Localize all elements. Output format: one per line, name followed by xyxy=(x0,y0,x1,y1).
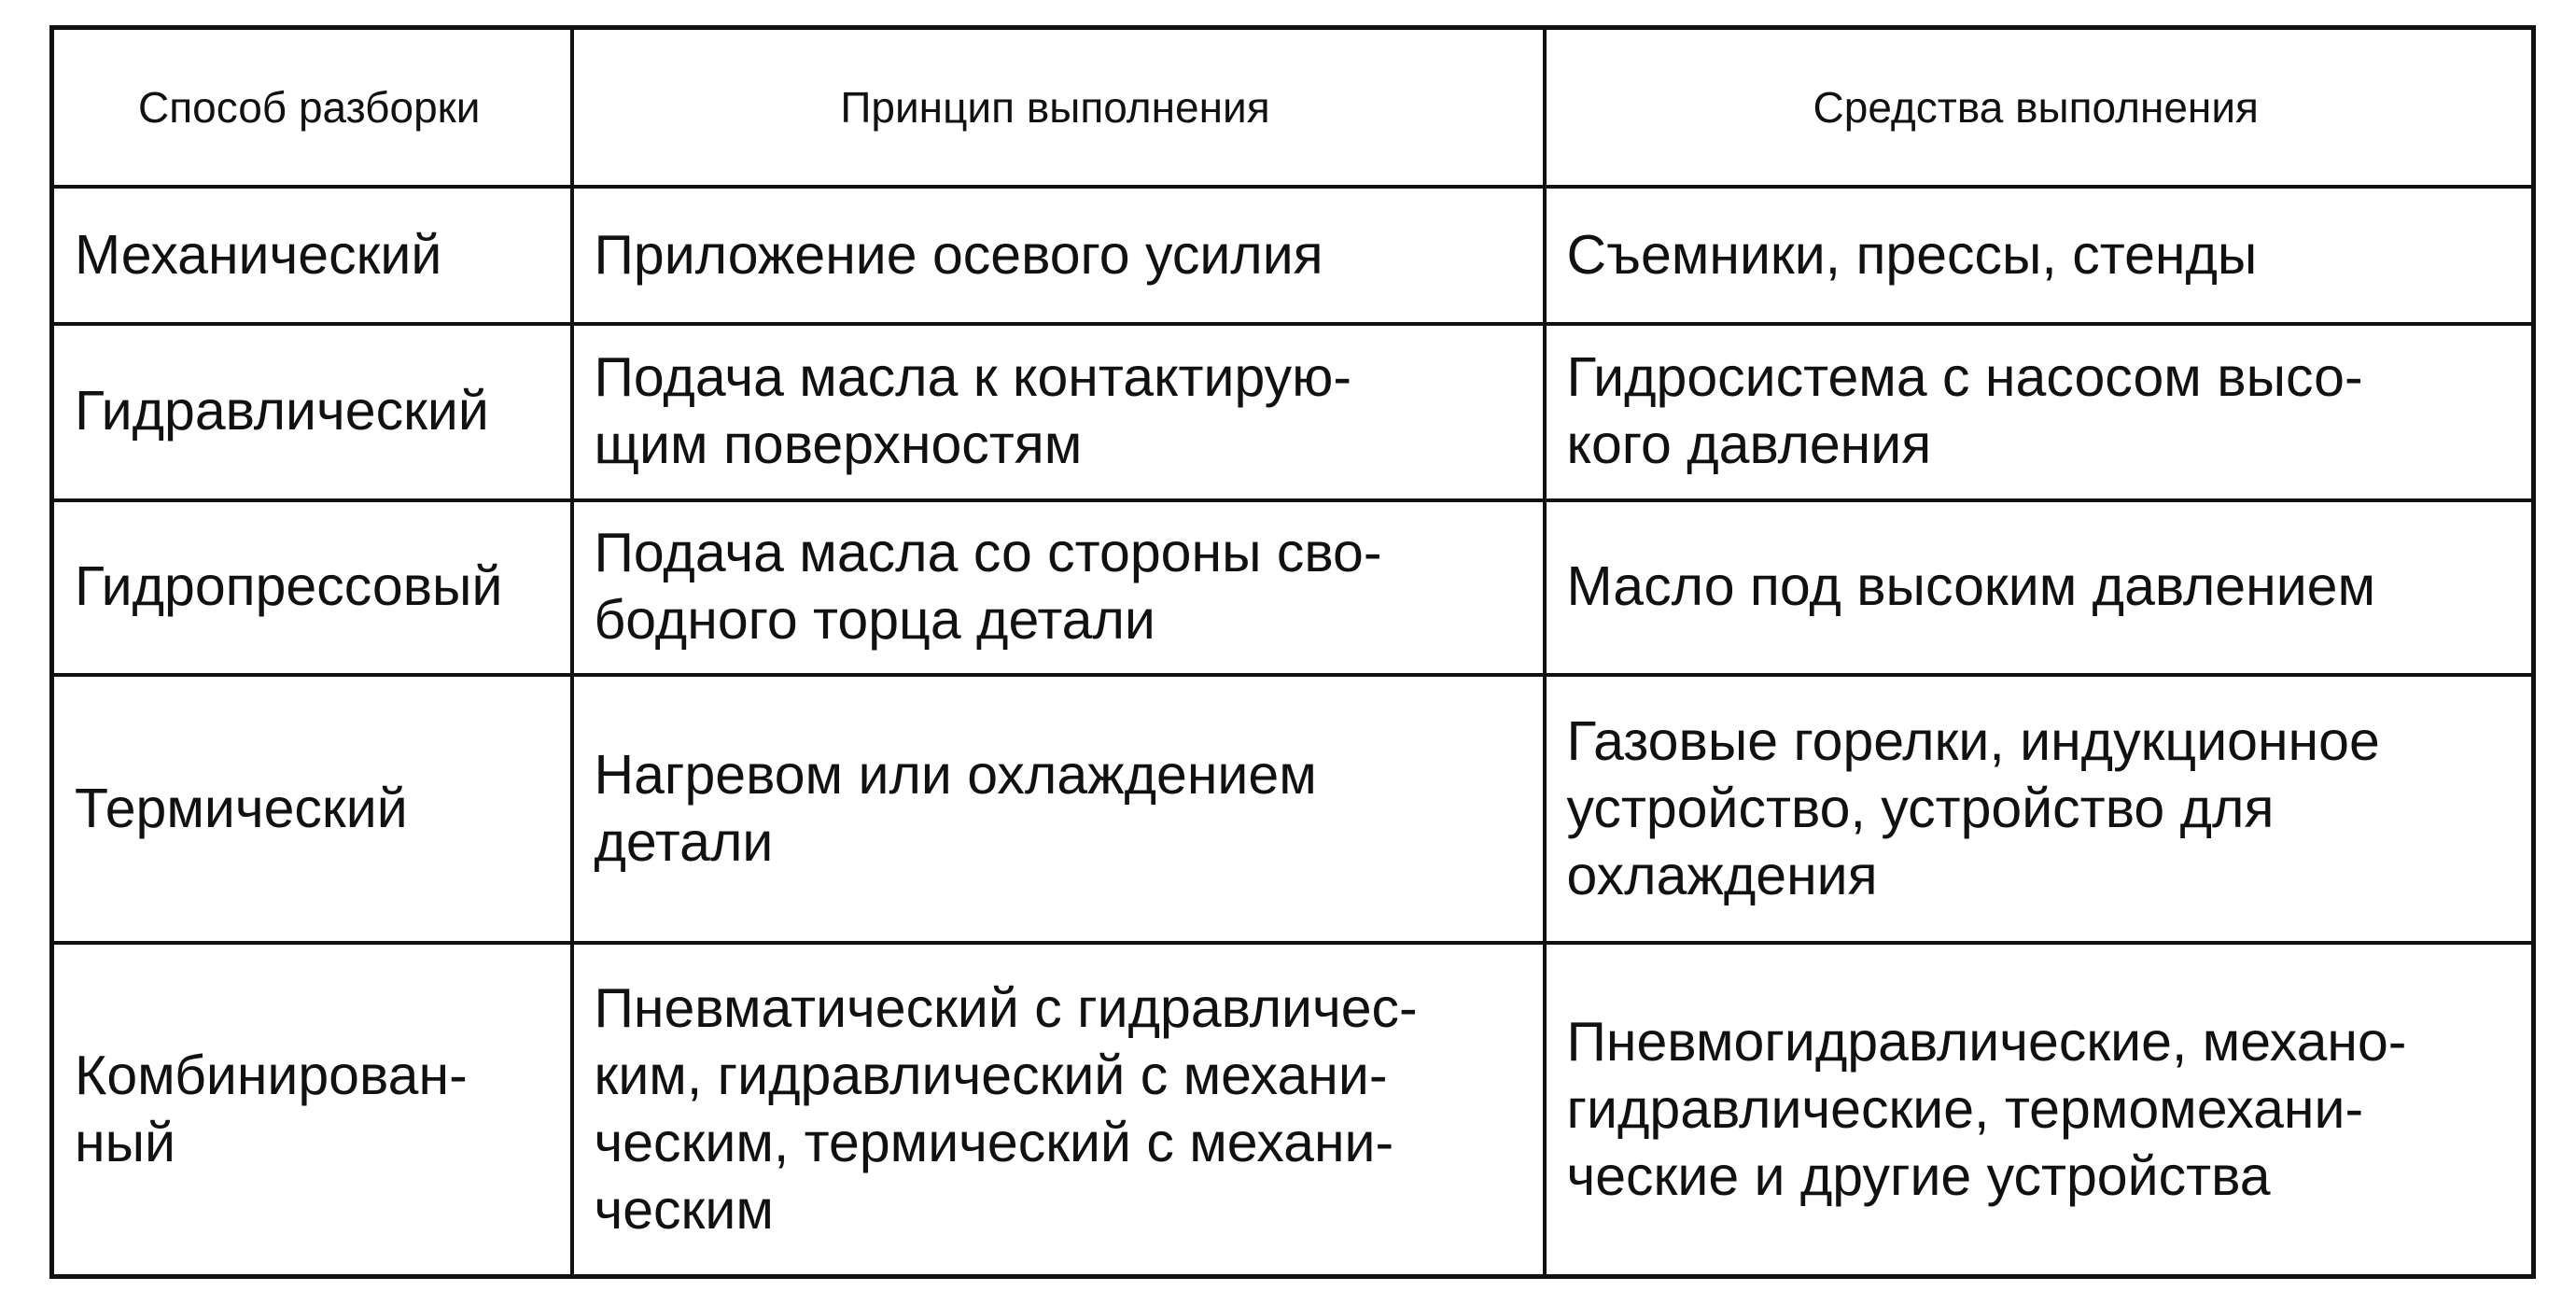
means-cell xyxy=(1545,324,2534,499)
principle-text: Приложение осевого усилия xyxy=(594,223,1323,286)
means-cell xyxy=(1545,675,2534,943)
header-means: Средства выполнения xyxy=(1545,28,2534,188)
disassembly-methods-table xyxy=(49,25,2536,1279)
header-principle: Принцип выполнения xyxy=(572,28,1545,188)
principle-cell xyxy=(572,675,1545,943)
table-row xyxy=(52,675,2534,943)
means-text: Гидросистема с насосом высо- кого давления xyxy=(1566,346,2363,476)
method-cell xyxy=(52,324,572,499)
table-header-row xyxy=(52,28,2534,188)
method-cell xyxy=(52,675,572,943)
principle-text: Пневматический с гидравличес- ким, гидравлический с механи- ческим, термический с механи- ческим xyxy=(594,976,1418,1241)
method-cell xyxy=(52,500,572,675)
header-method: Способ разборки xyxy=(52,28,572,188)
principle-cell xyxy=(572,500,1545,675)
method-cell xyxy=(52,943,572,1276)
method-text: Гидравлический xyxy=(75,380,489,442)
table-row xyxy=(52,187,2534,324)
principle-cell xyxy=(572,187,1545,324)
principle-cell xyxy=(572,943,1545,1276)
means-text: Масло под высоким давлением xyxy=(1566,555,2376,618)
method-text: Механический xyxy=(75,223,442,286)
principle-text: Нагревом или охлаждением детали xyxy=(594,743,1317,873)
method-text: Термический xyxy=(75,777,408,839)
means-cell xyxy=(1545,943,2534,1276)
means-cell xyxy=(1545,500,2534,675)
principle-cell xyxy=(572,324,1545,499)
principle-text: Подача масла со стороны сво- бодного торца детали xyxy=(594,522,1382,652)
means-cell xyxy=(1545,187,2534,324)
means-text: Пневмогидравлические, механо- гидравлические, термомехани- ческие и другие устройства xyxy=(1566,1010,2407,1207)
principle-text: Подача масла к контактирую- щим поверхностям xyxy=(594,346,1352,476)
method-text: Комбинирован- ный xyxy=(75,1044,468,1173)
table-row xyxy=(52,324,2534,499)
table-row xyxy=(52,943,2534,1276)
method-text: Гидропрессовый xyxy=(75,555,503,618)
means-text: Съемники, прессы, стенды xyxy=(1566,223,2258,286)
method-cell xyxy=(52,187,572,324)
means-text: Газовые горелки, индукционное устройство, устройство для охлаждения xyxy=(1566,709,2380,906)
table-row xyxy=(52,500,2534,675)
